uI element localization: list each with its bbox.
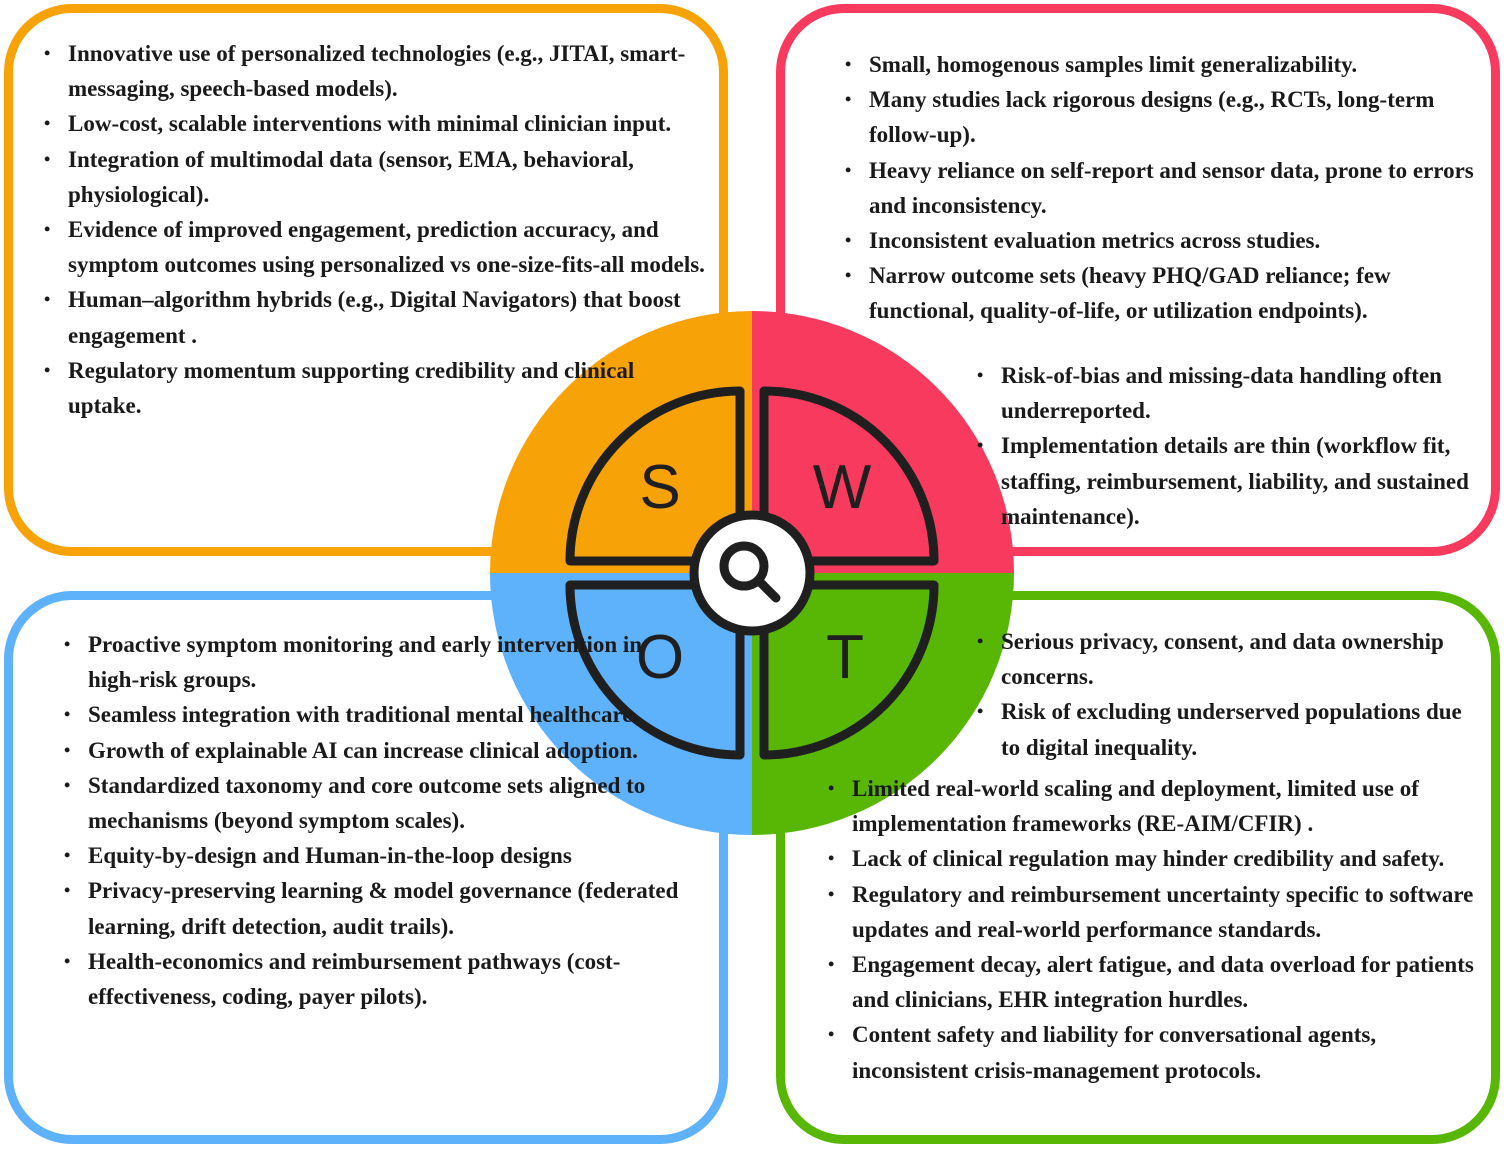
threats-list-extra [852, 771, 1482, 1088]
weaknesses-item: • Heavy reliance on self-report and sensor data, prone to errors and inconsistency. [869, 153, 1479, 223]
threats-letter: T [826, 623, 864, 692]
threats-item: • Content safety and liability for conversational agents, inconsistent crisis-management protocols. [852, 1017, 1482, 1087]
threats-item: • Engagement decay, alert fatigue, and data overload for patients and clinicians, EHR integration hurdles. [852, 947, 1482, 1017]
weaknesses-item: • Many studies lack rigorous designs (e.g., RCTs, long-term follow-up). [869, 82, 1479, 152]
threats-item: • Serious privacy, consent, and data ownership concerns. [1001, 624, 1481, 694]
threats-item: • Limited real-world scaling and deployment, limited use of implementation frameworks (RE-AIM/CFIR) . [852, 771, 1482, 841]
threats-item: • Risk of excluding underserved populations due to digital inequality. [1001, 694, 1481, 764]
strengths-item: • Evidence of improved engagement, prediction accuracy, and symptom outcomes using personalized vs one-size-fits-all models. [68, 212, 708, 282]
weaknesses-item: • Implementation details are thin (workflow fit, staffing, reimbursement, liability, and sustained maintenance). [1001, 428, 1471, 534]
weaknesses-list [869, 47, 1479, 329]
weaknesses-letter: W [812, 453, 872, 522]
strengths-list [68, 36, 708, 423]
opportunities-item: • Proactive symptom monitoring and early intervention in high-risk groups. [88, 627, 698, 697]
threats-item: • Lack of clinical regulation may hinder credibility and safety. [852, 841, 1482, 876]
weaknesses-item: • Small, homogenous samples limit generalizability. [869, 47, 1479, 82]
strengths-item: • Human–algorithm hybrids (e.g., Digital Navigators) that boost engagement . [68, 282, 708, 352]
center-circle [694, 515, 810, 631]
opportunities-item: • Privacy-preserving learning & model governance (federated learning, drift detection, audit trails). [88, 873, 698, 943]
opportunities-item: • Standardized taxonomy and core outcome sets aligned to mechanisms (beyond symptom scales). [88, 768, 698, 838]
weaknesses-item: • Narrow outcome sets (heavy PHQ/GAD reliance; few functional, quality-of-life, or utilization endpoints). [869, 258, 1479, 328]
weaknesses-list-extra [1001, 358, 1471, 534]
weaknesses-item: • Risk-of-bias and missing-data handling often underreported. [1001, 358, 1471, 428]
opportunities-item: • Equity-by-design and Human-in-the-loop designs [88, 838, 698, 873]
opportunities-item: • Health-economics and reimbursement pathways (cost-effectiveness, coding, payer pilots). [88, 944, 698, 1014]
opportunities-item: • Growth of explainable AI can increase clinical adoption. [88, 733, 698, 768]
weaknesses-item: • Inconsistent evaluation metrics across studies. [869, 223, 1479, 258]
threats-list [1001, 624, 1481, 765]
opportunities-item: • Seamless integration with traditional mental healthcare. [88, 697, 698, 732]
opportunities-list [88, 627, 698, 1014]
strengths-letter: S [639, 453, 681, 522]
strengths-item: • Innovative use of personalized technologies (e.g., JITAI, smart-messaging, speech-based models). [68, 36, 708, 106]
strengths-item: • Low-cost, scalable interventions with minimal clinician input. [68, 106, 708, 141]
strengths-item: • Regulatory momentum supporting credibility and clinical uptake. [68, 353, 708, 423]
strengths-item: • Integration of multimodal data (sensor, EMA, behavioral, physiological). [68, 142, 708, 212]
threats-item: • Regulatory and reimbursement uncertainty specific to software updates and real-world performance standards. [852, 877, 1482, 947]
opportunities-letter: O [635, 623, 685, 692]
